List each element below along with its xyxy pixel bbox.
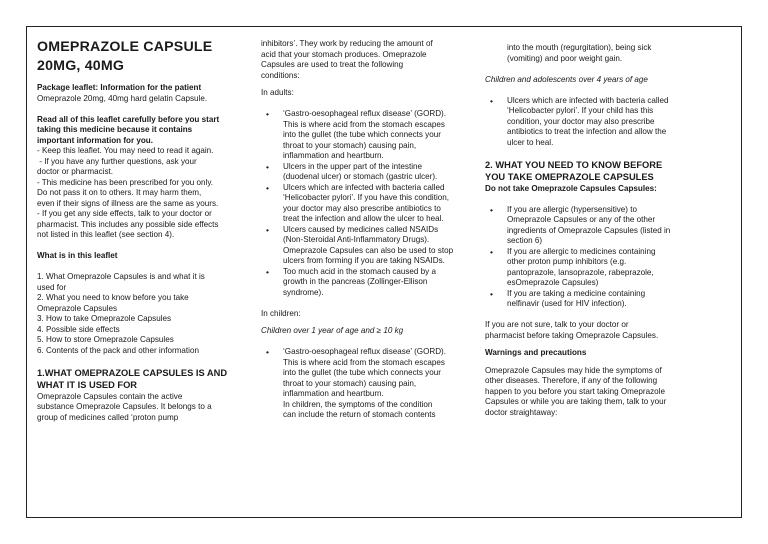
children-age-subheading: Children over 1 year of age and ≥ 10 kg <box>261 326 404 335</box>
package-leaflet-subtitle: Omeprazole 20mg, 40mg hard gelatin Capsule. <box>37 93 208 103</box>
column-3 <box>485 43 697 418</box>
contents-list: 1. What Omeprazole Capsules is and what it is used for 2. What you need to know before you take Omeprazole Capsules 3. How to take Omeprazole Capsules 4. Possible side effects 5. How to store Omeprazole Capsules 6. Contents of the pack and other information <box>37 272 205 355</box>
list-item: • If you are allergic (hypersensitive) to Omeprazole Capsules or any of the other ingredients of Omeprazole Capsules (listed in section 6) <box>485 205 697 247</box>
list-item: • Ulcers in the upper part of the intestine (duodenal ulcer) or stomach (gastric ulcer). <box>261 162 483 183</box>
children-conditions-list <box>261 347 483 421</box>
not-sure-paragraph: If you are not sure, talk to your doctor or pharmacist before taking Omeprazole Capsules. <box>485 320 659 340</box>
column-1 <box>37 38 259 423</box>
adults-conditions-list <box>261 109 483 298</box>
read-carefully-notice: Read all of this leaflet carefully before you start taking this medicine because it contains important information for you. <box>37 114 220 145</box>
adolescents-label: Children and adolescents over 4 years of age <box>485 74 648 84</box>
list-item: • Ulcers which are infected with bacteria called ‘Helicobacter pylori’. If your child has this condition, your doctor may also prescribe antibiotics to treat the infection and allow the ulcer to heal. <box>485 96 697 149</box>
list-item: • If you are taking a medicine containing nelfinavir (used for HIV infection). <box>485 289 697 310</box>
column-2 <box>261 39 483 421</box>
document-title: OMEPRAZOLE CAPSULE 20MG, 40MG <box>37 39 213 74</box>
list-item: • ‘Gastro-oesophageal reflux disease’ (GORD). This is where acid from the stomach escapes into the gullet (the tube which connects your throat to your stomach) causing pain, inflammation and heartburn. <box>261 109 483 162</box>
children-label: In children: <box>261 308 301 318</box>
leaflet-tips: - Keep this leaflet. You may need to read it again. - If you have any further questions, ask your doctor or pharmacist. - This medicine has been prescribed for you only. Do not pass it on to others. It may harm them, even if their signs of illness are the same as yours. - If you get any side effects, talk to your doctor or pharmacist. This includes any possible side effects not listed in this leaflet (see section 4). <box>37 146 219 239</box>
list-item: • Too much acid in the stomach caused by a growth in the pancreas (Zollinger-Ellison syndrome). <box>261 267 483 299</box>
do-not-take-list <box>485 205 697 310</box>
warnings-heading: Warnings and precautions <box>485 348 587 357</box>
children-continuation: into the mouth (regurgitation), being sick (vomiting) and poor weight gain. <box>507 43 652 63</box>
list-item: • Ulcers which are infected with bacteria called ‘Helicobacter pylori’. If you have this condition, your doctor may also prescribe antibiotics to treat the infection and allow the ulcer to heal. <box>261 183 483 225</box>
list-item: • ‘Gastro-oesophageal reflux disease’ (GORD). This is where acid from the stomach escapes into the gullet (the tube which connects your throat to your stomach) causing pain, inflammation and heartburn. In children, the symptoms of the condition can include the return of stomach contents <box>261 347 483 421</box>
list-item: • Ulcers caused by medicines called NSAIDs (Non-Steroidal Anti-Inflammatory Drugs). Omeprazole Capsules can also be used to stop ulcers from forming if you are taking NSAIDs. <box>261 225 483 267</box>
adolescents-conditions-list <box>485 96 697 149</box>
list-item: • If you are allergic to medicines containing other proton pump inhibitors (e.g. pantoprazole, lansoprazole, rabeprazole, esOmeprazole Capsules) <box>485 247 697 289</box>
section-1-body: Omeprazole Capsules contain the active substance Omeprazole Capsules. It belongs to a group of medicines called ‘proton pump <box>37 391 212 422</box>
package-leaflet-heading: Package leaflet: Information for the patient <box>37 83 202 92</box>
uses-intro: inhibitors’. They work by reducing the amount of acid that your stomach produces. Omeprazole Capsules are used to treat the following conditions: <box>261 39 433 80</box>
contents-heading: What is in this leaflet <box>37 251 118 260</box>
warnings-body: Omeprazole Capsules may hide the symptoms of other diseases. Therefore, if any of the following happen to you before you start taking Omeprazole Capsules or while you are taking them, talk to your doctor straightaway: <box>485 365 667 417</box>
adults-label: In adults: <box>261 88 294 97</box>
section-1-heading: 1.WHAT OMEPRAZOLE CAPSULES IS AND WHAT IT IS USED FOR <box>37 367 228 390</box>
section-2-heading: 2. WHAT YOU NEED TO KNOW BEFORE YOU TAKE OMEPRAZOLE CAPSULES <box>485 159 663 182</box>
do-not-take-heading: Do not take Omeprazole Capsules Capsules: <box>485 183 657 193</box>
